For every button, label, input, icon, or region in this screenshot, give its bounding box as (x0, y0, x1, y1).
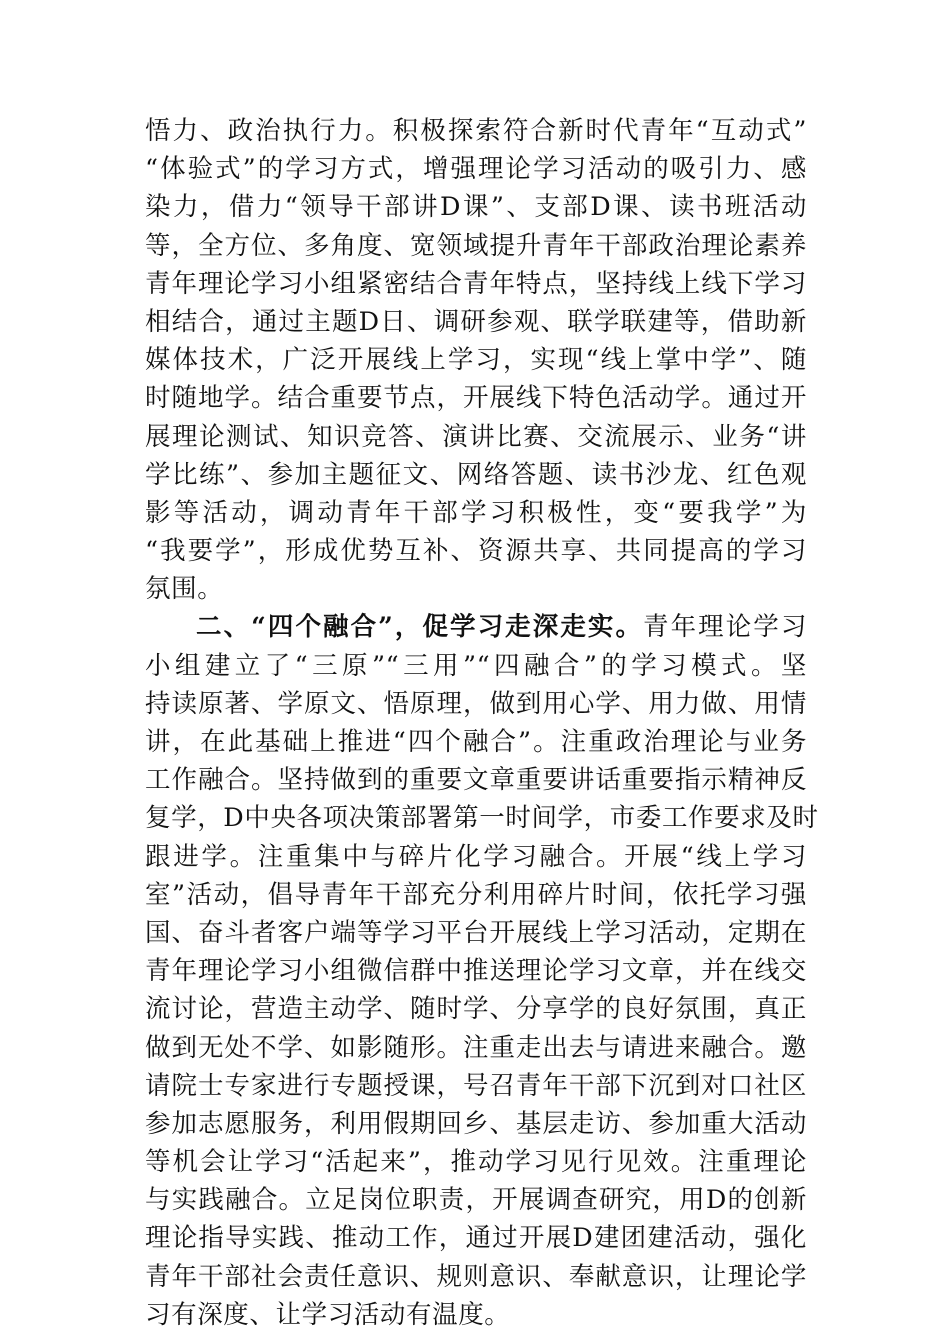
document-body (145, 112, 819, 1334)
paragraph-line: 参加志愿服务，利用假期回乡、基层走访、参加重大活动 (145, 1108, 807, 1139)
paragraph-line: 国、奋斗者客户端等学习平台开展线上学习活动，定期在 (145, 917, 807, 948)
paragraph-line: 等机会让学习“活起来”，推动学习见行见效。注重理论 (145, 1147, 807, 1178)
paragraph-line: 相结合，通过主题D日、调研参观、联学联建等，借助新 (145, 306, 807, 337)
paragraph-line: “体验式”的学习方式，增强理论学习活动的吸引力、感 (145, 154, 807, 185)
paragraph-line: 小组建立了“三原”“三用”“四融合”的学习模式。坚 (145, 650, 807, 681)
section-heading: 二、“四个融合”，促学习走深走实。 (196, 612, 644, 643)
paragraph-line: 理论指导实践、推动工作，通过开展D建团建活动，强化 (145, 1223, 807, 1254)
paragraph-line: “我要学”，形成优势互补、资源共享、共同提高的学习 (145, 536, 807, 567)
paragraph-line: 青年理论学习小组紧密结合青年特点，坚持线上线下学习 (145, 268, 807, 299)
paragraph-line: 与实践融合。立足岗位职责，开展调查研究，用D的创新 (145, 1185, 807, 1216)
paragraph-line: 室”活动，倡导青年干部充分利用碎片时间，依托学习强 (145, 879, 807, 910)
section-lead-text: 青年理论学习 (643, 612, 807, 643)
paragraph-line: 复学，D中央各项决策部署第一时间学，市委工作要求及时 (145, 803, 819, 834)
paragraph-line: 流讨论，营造主动学、随时学、分享学的良好氛围，真正 (145, 994, 807, 1025)
paragraph-line: 染力，借力“领导干部讲D课”、支部D课、读书班活动 (145, 192, 807, 223)
paragraph-line: 氛围。 (145, 574, 224, 605)
paragraph-line: 学比练”、参加主题征文、网络答题、读书沙龙、红色观 (145, 459, 807, 490)
paragraph-line: 媒体技术，广泛开展线上学习，实现“线上掌中学”、随 (145, 345, 807, 376)
paragraph-line: 跟进学。注重集中与碎片化学习融合。开展“线上学习 (145, 841, 807, 872)
section-heading-line (145, 608, 807, 646)
paragraph-line: 工作融合。坚持做到的重要文章重要讲话重要指示精神反 (145, 765, 807, 796)
paragraph-line: 青年干部社会责任意识、规则意识、奉献意识，让理论学 (145, 1261, 807, 1292)
paragraph-line: 持读原著、学原文、悟原理，做到用心学、用力做、用情 (145, 688, 807, 719)
paragraph-line: 展理论测试、知识竞答、演讲比赛、交流展示、业务“讲 (145, 421, 807, 452)
paragraph-line: 时随地学。结合重要节点，开展线下特色活动学。通过开 (145, 383, 807, 414)
paragraph-line: 青年理论学习小组微信群中推送理论学习文章，并在线交 (145, 956, 807, 987)
paragraph-line: 请院士专家进行专题授课，号召青年干部下沉到对口社区 (145, 1070, 807, 1101)
paragraph-line: 等，全方位、多角度、宽领域提升青年干部政治理论素养 (145, 230, 807, 261)
paragraph-line: 做到无处不学、如影随形。注重走出去与请进来融合。邀 (145, 1032, 807, 1063)
paragraph-line: 讲，在此基础上推进“四个融合”。注重政治理论与业务 (145, 727, 807, 757)
paragraph-line: 悟力、政治执行力。积极探索符合新时代青年“互动式” (145, 116, 807, 146)
paragraph-line: 习有深度、让学习活动有温度。 (145, 1299, 511, 1330)
paragraph-line: 影等活动，调动青年干部学习积极性，变“要我学”为 (145, 497, 807, 528)
